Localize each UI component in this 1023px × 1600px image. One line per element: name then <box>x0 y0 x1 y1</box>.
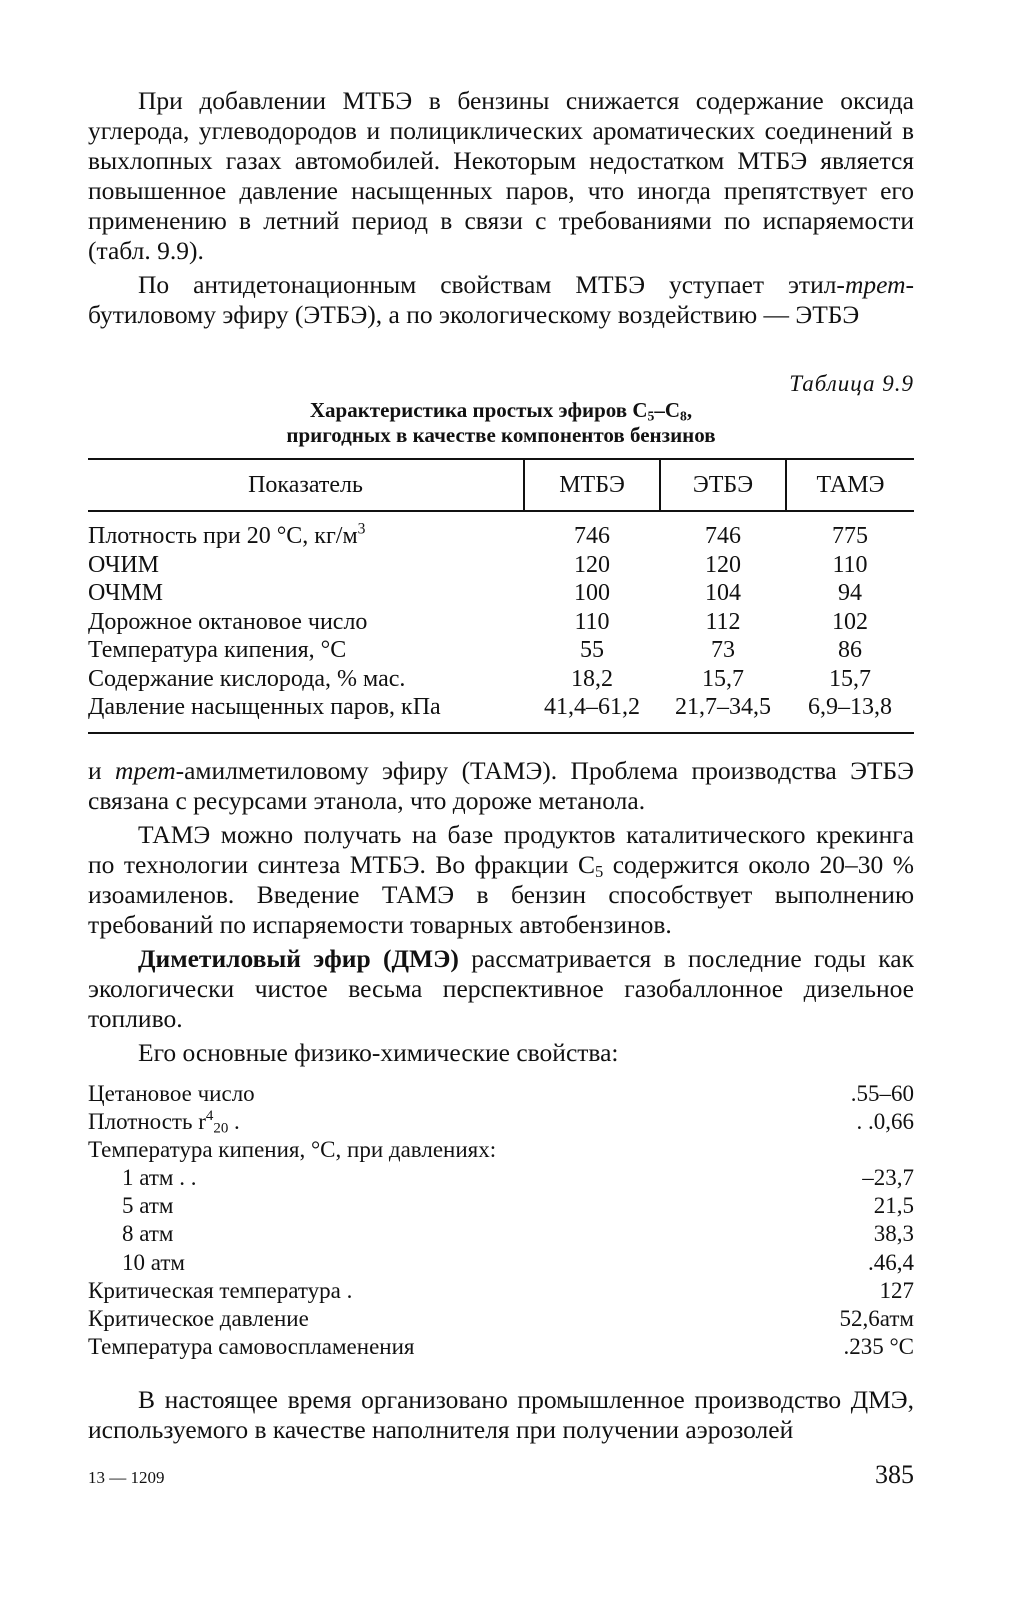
table-row <box>88 551 914 580</box>
row-value: 100 <box>574 580 610 607</box>
row-value: 21,7–34,5 <box>660 693 786 733</box>
title-text: –C <box>654 398 681 422</box>
prop-value: –23,7 <box>862 1165 914 1191</box>
prop-crit-temp <box>88 1277 914 1305</box>
prop-label: Температура кипения, °C, при давлениях: <box>88 1136 497 1162</box>
indicator-text: Плотность при 20 °C, кг/м <box>88 523 358 550</box>
label-sup: 4 <box>205 1107 214 1124</box>
prop-boiling-5 <box>88 1192 914 1220</box>
indicator-text: Содержание кислорода, % мас. <box>88 665 406 692</box>
header-tame: ТАМЭ <box>786 459 914 511</box>
prop-label: 10 атм <box>122 1249 185 1275</box>
text-segment: -амилметиловому эфиру (ТАМЭ). Проблема производства ЭТБЭ связана с ресурсами этанола, что дороже метанола. <box>88 755 914 815</box>
paragraph-properties-intro: Его основные физико-химические свойства: <box>138 1037 619 1067</box>
table-body <box>88 511 914 733</box>
label-sub: 20 <box>213 1120 229 1137</box>
table-label: Таблица 9.9 <box>789 371 914 396</box>
text-segment: -бутиловому эфиру (ЭТБЭ), а по экологическому воздействию — ЭТБЭ <box>88 270 914 329</box>
row-indicator <box>88 579 524 608</box>
indicator-text: Дорожное октановое число <box>88 608 368 635</box>
bold-term: Диметиловый эфир (ДМЭ) <box>138 943 459 973</box>
row-value: 746 <box>574 523 610 550</box>
prop-autoignition <box>88 1333 914 1361</box>
prop-label: 1 атм . . <box>122 1165 197 1191</box>
text-segment: содержится около 20–30 % изоамиленов. Введение ТАМЭ в бензин способствует выполнению требований по испаряемости товарных автобензинов. <box>88 849 915 939</box>
row-value: 110 <box>574 608 610 635</box>
prop-value: 21,5 <box>873 1193 914 1219</box>
row-value: 15,7 <box>829 665 871 692</box>
table-row <box>88 636 914 665</box>
title-text: , <box>686 398 693 422</box>
prop-label: Цетановое число <box>88 1080 255 1106</box>
paragraph-antiknock <box>88 270 914 330</box>
row-value: 746 <box>705 523 741 550</box>
prop-label: 5 атм <box>122 1193 174 1219</box>
table-row <box>88 665 914 694</box>
properties-list <box>88 1080 914 1362</box>
row-indicator <box>88 636 524 665</box>
indicator-sup: 3 <box>357 520 366 538</box>
indicator-text: ОЧММ <box>88 580 164 607</box>
indicator-text: Температура кипения, °C <box>88 637 347 664</box>
row-value: 18,2 <box>571 665 613 692</box>
row-value: 110 <box>832 551 868 578</box>
row-value: 120 <box>574 551 610 578</box>
row-value: 104 <box>705 580 741 607</box>
prop-value: . .0,66 <box>856 1108 914 1134</box>
ethers-table <box>88 458 914 734</box>
table-row <box>88 693 914 733</box>
prop-boiling-10 <box>88 1249 914 1277</box>
title-text: Характеристика простых эфиров C <box>309 398 648 422</box>
row-value: 112 <box>705 608 741 635</box>
row-indicator <box>88 551 524 580</box>
row-value: 94 <box>838 580 862 607</box>
row-indicator <box>88 608 524 637</box>
prop-boiling-8 <box>88 1220 914 1248</box>
italic-term: трет <box>115 755 176 785</box>
text-segment: рассматривается в последние годы как экологически чистое весьма перспективное газобаллонное дизельное топливо. <box>88 943 914 1033</box>
row-value: 55 <box>580 637 604 664</box>
prop-value: 127 <box>879 1277 914 1303</box>
prop-value: 52,6атм <box>839 1306 914 1331</box>
title-sub: 5 <box>647 408 655 424</box>
label-text: . <box>228 1108 240 1134</box>
prop-label <box>88 1108 240 1136</box>
row-indicator <box>88 665 524 694</box>
paragraph-dme <box>88 944 914 1034</box>
paragraph-mtbe-emissions: При добавлении МТБЭ в бензины снижается содержание оксида углерода, углеводородов и полициклических ароматических соединений в выхлопных газах автомобилей. Некоторым недостатком МТБЭ является повышенное давление насыщенных паров, что иногда препятствует его применению в летний период в связи с требованиями по испаряемости (табл. 9.9). <box>88 86 914 265</box>
prop-boiling-1 <box>88 1164 914 1192</box>
header-etbe: ЭТБЭ <box>660 459 786 511</box>
title-sub: 8 <box>680 408 687 424</box>
indicator-text: Давление насыщенных паров, кПа <box>88 694 441 721</box>
row-indicator <box>88 511 524 551</box>
prop-crit-pressure <box>88 1305 914 1333</box>
prop-label: Критическое давление <box>88 1306 309 1331</box>
prop-cetane <box>88 1080 914 1108</box>
prop-value: .46,4 <box>868 1249 914 1275</box>
header-indicator: Показатель <box>88 459 524 511</box>
text-segment: ТАМЭ можно получать на базе продуктов каталитического крекинга по технологии синтеза МТБЭ. Во фракции C <box>88 819 914 879</box>
table-row <box>88 511 914 551</box>
row-value: 6,9–13,8 <box>786 693 914 733</box>
row-value: 775 <box>832 523 868 550</box>
table-title-line1 <box>88 398 914 423</box>
row-value: 73 <box>711 637 735 664</box>
indicator-text: ОЧИМ <box>88 551 160 578</box>
page-number: 385 <box>875 1460 914 1489</box>
row-value: 102 <box>832 608 868 635</box>
label-text: Плотность r <box>88 1108 206 1134</box>
signature-code: 13 — 1209 <box>88 1468 165 1487</box>
row-value: 15,7 <box>702 665 744 692</box>
table-header-row <box>88 459 914 511</box>
prop-value: .235 °C <box>843 1334 914 1360</box>
table-row <box>88 579 914 608</box>
row-value: 86 <box>838 637 862 664</box>
table-row <box>88 608 914 637</box>
table-title <box>88 398 914 448</box>
text-segment: и <box>88 755 116 785</box>
page-footer <box>88 1460 914 1490</box>
prop-value: .55–60 <box>850 1080 914 1106</box>
prop-label: Температура самовоспламенения <box>88 1334 415 1360</box>
page-body <box>88 86 914 1445</box>
text-segment: По антидетонационным свойствам МТБЭ уступает этил- <box>138 270 845 299</box>
header-mtbe: МТБЭ <box>524 459 660 511</box>
paragraph-dme-production: В настоящее время организовано промышленное производство ДМЭ, используемого в качестве наполнителя при получении аэрозолей <box>88 1385 914 1445</box>
italic-term: трет <box>844 270 906 299</box>
table-title-line2: пригодных в качестве компонентов бензинов <box>286 423 716 447</box>
prop-density <box>88 1108 914 1136</box>
paragraph-tame <box>88 756 914 816</box>
row-value: 41,4–61,2 <box>524 693 660 733</box>
prop-label: Критическая температура . <box>88 1277 353 1303</box>
subscript: 5 <box>594 861 604 881</box>
row-value: 120 <box>705 551 741 578</box>
prop-value: 38,3 <box>873 1221 914 1247</box>
row-indicator <box>88 693 524 733</box>
paragraph-tame-production <box>88 820 914 940</box>
prop-label: 8 атм <box>122 1221 174 1247</box>
prop-boiling-header <box>88 1136 914 1164</box>
